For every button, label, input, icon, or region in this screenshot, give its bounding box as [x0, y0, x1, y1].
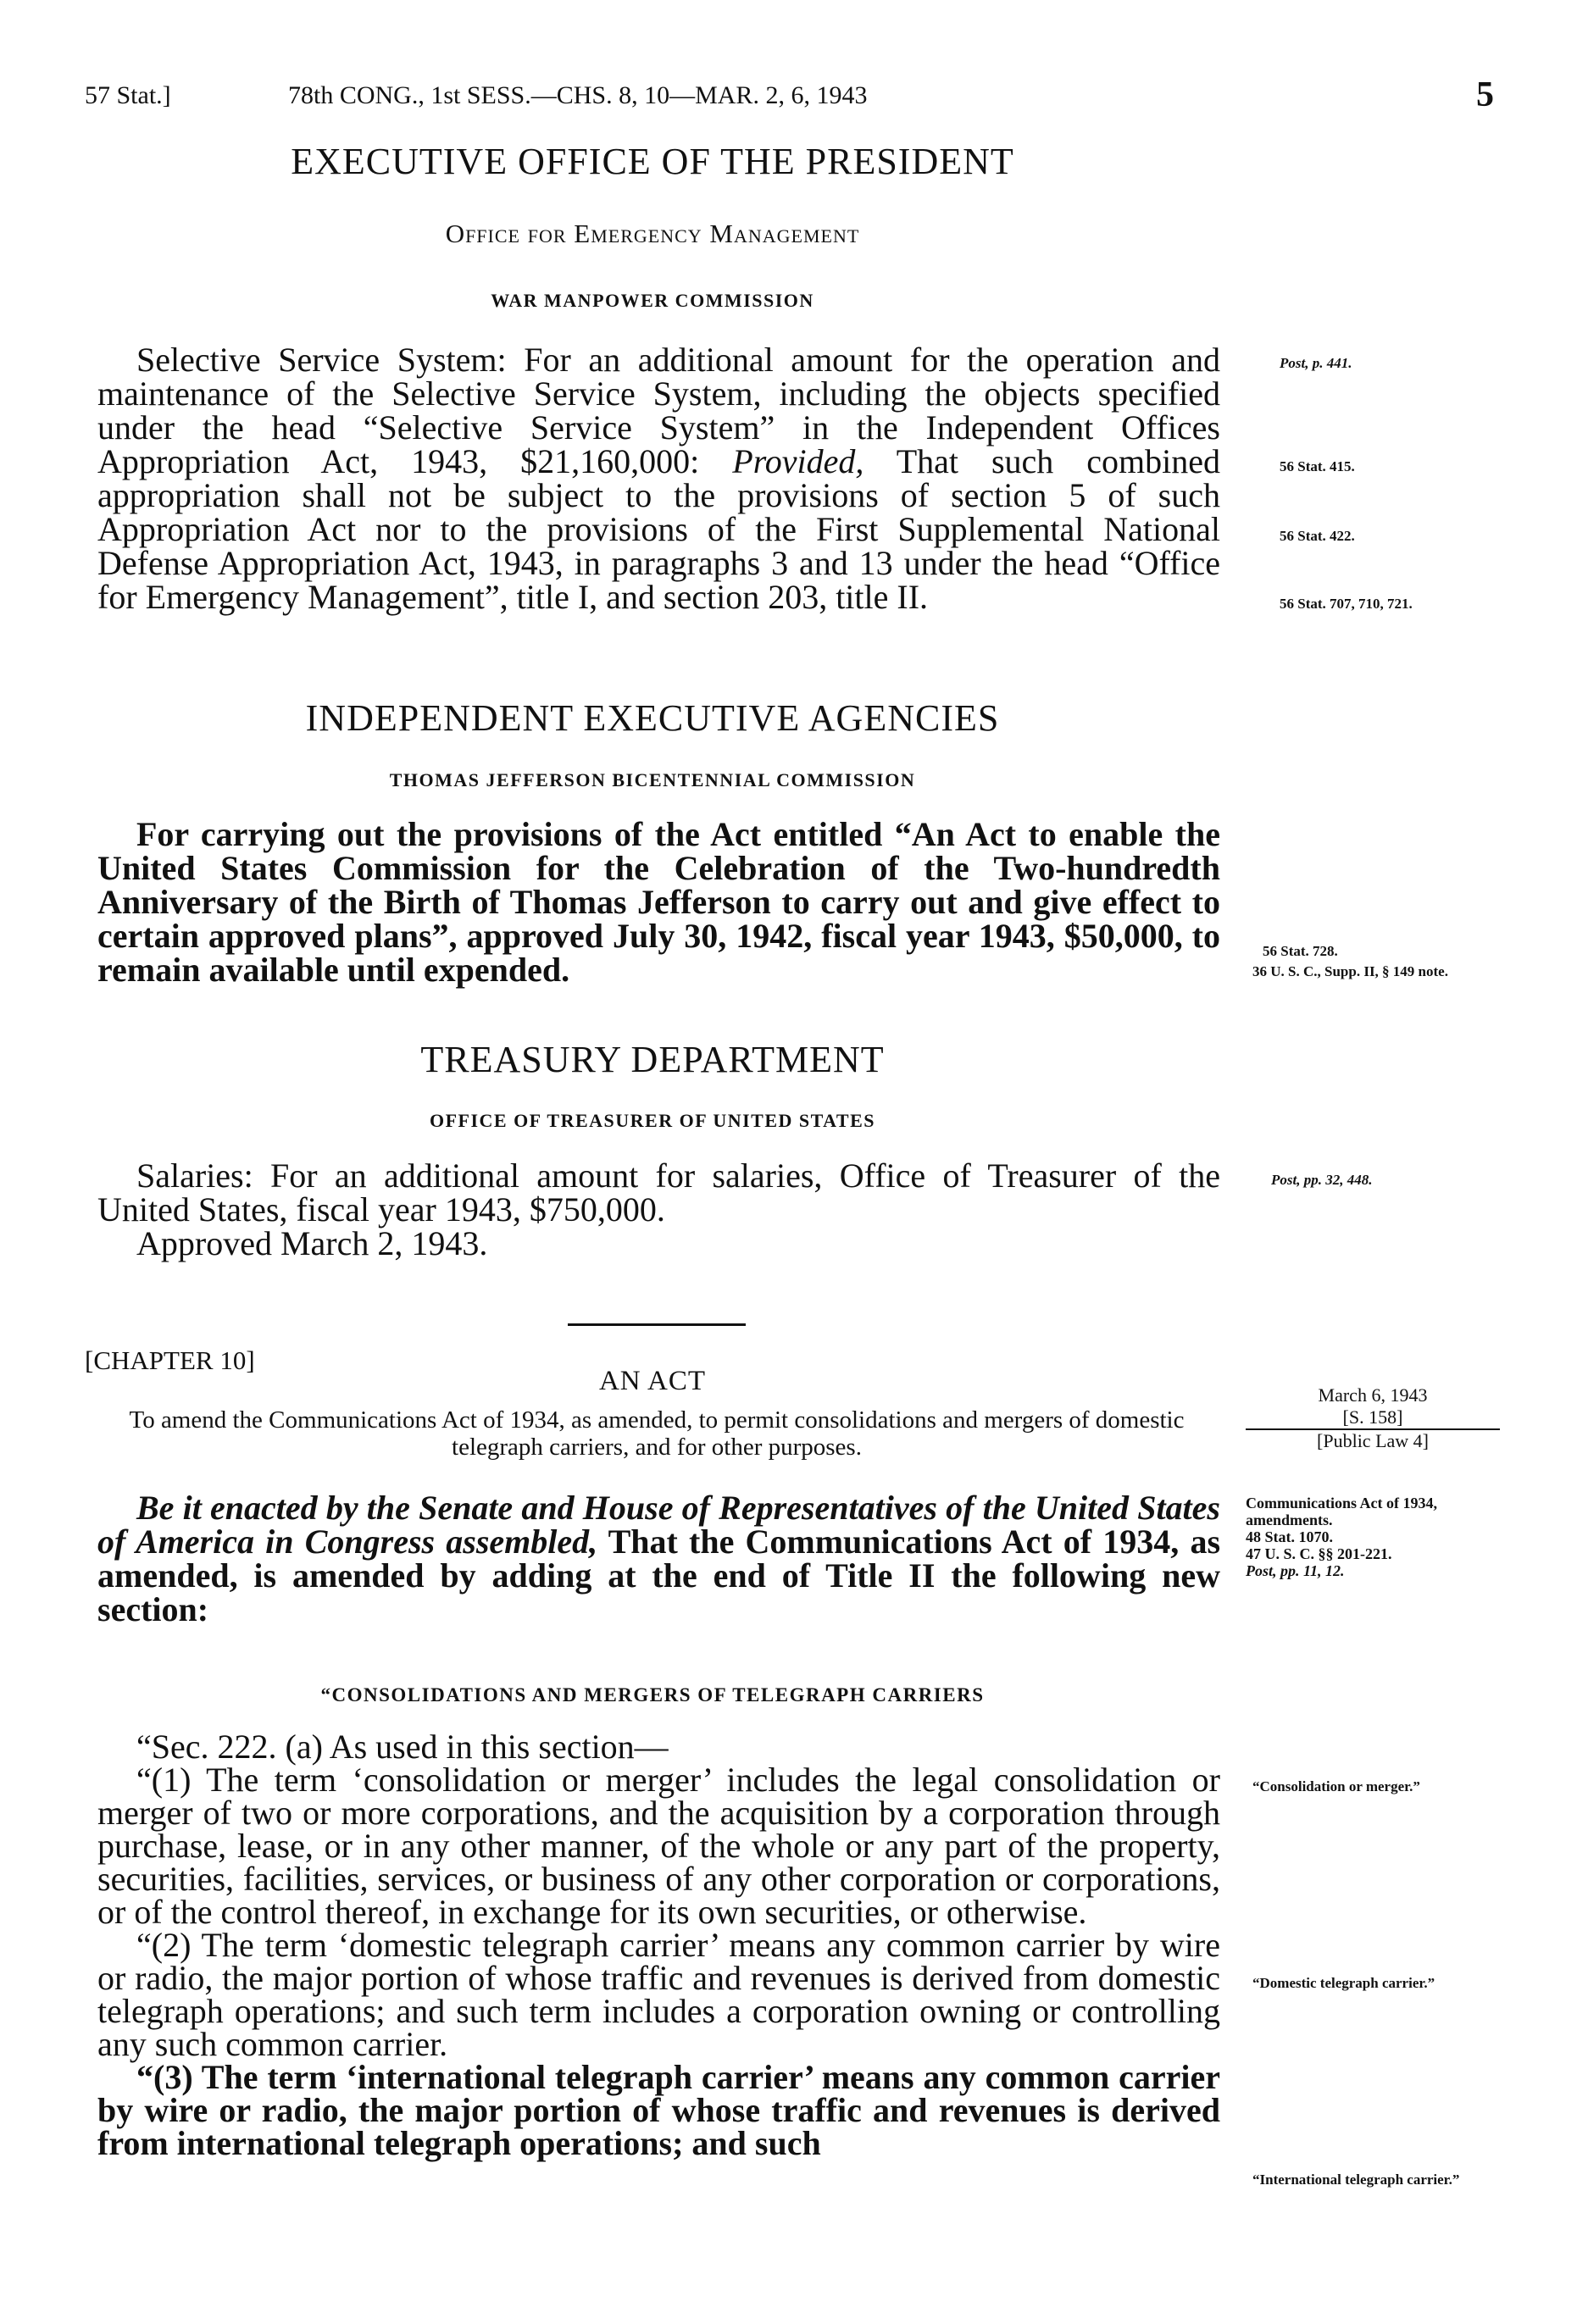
sec-222-intro: “Sec. 222. (a) As used in this section— [136, 1728, 669, 1766]
chapter-label: [CHAPTER 10] [85, 1345, 255, 1375]
margin-note: 36 U. S. C., Supp. II, § 149 note. [1252, 963, 1448, 979]
enacting-rest: That the Communications Act of 1934, as amended, is amended by adding at the end of Title II the following new section: [97, 1523, 1221, 1628]
margin-note: Post, pp. 32, 448. [1271, 1172, 1373, 1188]
paragraph-salaries [97, 1156, 1220, 1262]
margin-note: 56 Stat. 707, 710, 721. [1280, 596, 1413, 612]
act-date: March 6, 1943 [1318, 1384, 1428, 1406]
para-salaries-text: Salaries: For an additional amount for salaries, Office of Treasurer of the United States, fiscal year 1943, $750,000. [97, 1156, 1220, 1229]
provided-word: Provided, [732, 442, 864, 480]
margin-note: 48 Stat. 1070. [1246, 1528, 1333, 1545]
running-head-center: 78th CONG., 1st SESS.—CHS. 8, 10—MAR. 2, 6, 1943 [288, 81, 868, 109]
para-selective-text: Selective Service System: For an additional amount for the operation and maintenance of the Selective Service System, including the objects specified under the head “Selective Service System” in the Independent Offices Appropriation Act, 1943, $21,160,000: [97, 341, 1220, 480]
margin-note: 56 Stat. 728. [1263, 943, 1338, 959]
page-number: 5 [1476, 75, 1494, 114]
definition-1: “(1) The term ‘consolidation or merger’ includes the legal consolidation or merger of two or more corporations, and the acquisition by a corporation through purchase, lease, or in any other manner, of the whole or any part of the property, securities, facilities, services, or business of any other corporation or corporations, or of the control thereof, in exchange for its own securities, or otherwise. [97, 1761, 1220, 1931]
approved-line: Approved March 2, 1943. [136, 1224, 488, 1262]
subheading-war-manpower: WAR MANPOWER COMMISSION [491, 290, 814, 311]
margin-note: Post, p. 441. [1280, 355, 1352, 371]
margin-communications [1246, 1495, 1491, 1579]
margin-note: Communications Act of 1934, amendments. [1246, 1495, 1437, 1528]
margin-note: “Consolidation or merger.” [1252, 1778, 1420, 1794]
public-law: [Public Law 4] [1317, 1430, 1429, 1451]
enacting-italic: Be it enacted by the Senate and House of Representatives of the United States of America in Congress assembled, [97, 1489, 1220, 1561]
section-222-text [97, 1730, 1220, 2160]
subheading-emergency-management: Office for Emergency Management [445, 219, 860, 248]
subheading-jefferson-commission: THOMAS JEFFERSON BICENTENNIAL COMMISSION [389, 769, 916, 790]
margin-note: “Domestic telegraph carrier.” [1252, 1975, 1435, 1991]
section-heading-consolidations: “CONSOLIDATIONS AND MERGERS OF TELEGRAPH CARRIERS [320, 1684, 985, 1706]
section-divider [568, 1323, 746, 1326]
margin-note: “International telegraph carrier.” [1252, 2171, 1460, 2188]
subheading-treasurer: OFFICE OF TREASURER OF UNITED STATES [429, 1110, 876, 1131]
para-selective-text-2: That such combined appropriation shall not be subject to the provisions of section 5 of such Appropriation Act nor to the provisions of the First Supplemental National Defense Appropriation Act, 1943, in paragraphs 3 and 13 under the head “Office for Emergency Management”, title I, and section 203, title II. [97, 442, 1221, 616]
bill-number: [S. 158] [1246, 1406, 1500, 1430]
act-dateline [1246, 1384, 1500, 1452]
margin-note: 56 Stat. 422. [1280, 528, 1355, 544]
act-heading: AN ACT [598, 1366, 707, 1396]
definition-2: “(2) The term ‘domestic telegraph carrier’ means any common carrier by wire or radio, the major portion of whose traffic and revenues is derived from domestic telegraph operations; and such term includes a corporation owning or controlling any such common carrier. [97, 1926, 1220, 2063]
paragraph-jefferson [97, 815, 1220, 989]
margin-note: 47 U. S. C. §§ 201-221. [1246, 1545, 1392, 1562]
definition-3: “(3) The term ‘international telegraph carrier’ means any common carrier by wire or radio, the major portion of whose traffic and revenues is derived from international telegraph operations; and such [97, 2058, 1220, 2162]
heading-independent-agencies: INDEPENDENT EXECUTIVE AGENCIES [305, 697, 1000, 739]
heading-executive-office: EXECUTIVE OFFICE OF THE PRESIDENT [291, 141, 1014, 182]
act-summary: To amend the Communications Act of 1934, as amended, to permit consolidations and mergers of domestic telegraph carriers, and for other purposes. [129, 1406, 1185, 1461]
enacting-clause [97, 1491, 1220, 1627]
margin-note: Post, pp. 11, 12. [1246, 1562, 1345, 1579]
heading-treasury: TREASURY DEPARTMENT [420, 1039, 885, 1080]
running-head-left: 57 Stat.] [85, 81, 171, 109]
para-jefferson-text: For carrying out the provisions of the Act entitled “An Act to enable the United States Commission for the Celebration of the Two-hundredth Anniversary of the Birth of Thomas Jefferson to carry out and give effect to certain approved plans”, approved July 30, 1942, fiscal year 1943, $50,000, to remain available until expended. [97, 815, 1220, 989]
margin-note: 56 Stat. 415. [1280, 458, 1355, 474]
paragraph-selective-service [97, 343, 1220, 614]
